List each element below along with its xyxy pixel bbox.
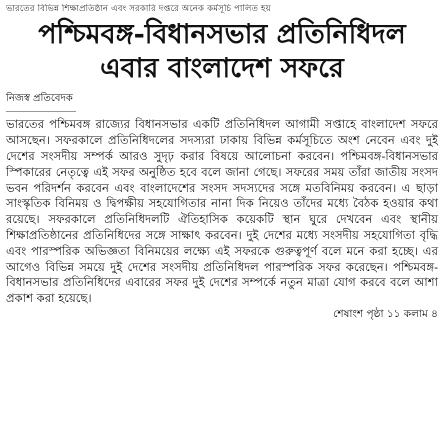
headline-line-2: এবার বাংলাদেশ সফরে xyxy=(100,52,344,84)
article-body xyxy=(6,117,438,307)
continuation-note: শেষাংশ পৃষ্ঠা ১১ কলাম ৪ xyxy=(333,307,438,320)
byline: নিজস্ব প্রতিবেদক xyxy=(6,91,76,112)
headline-line-1: পশ্চিমবঙ্গ-বিধানসভার প্রতিনিধিদল xyxy=(38,19,406,50)
header-line: ভারতের বিভিন্ন শিক্ষাপ্রতিষ্ঠান এবং সরকারি দপ্তরে অনেক কর্মসূচি পালিত হয় xyxy=(6,4,271,14)
article-paragraph: ভারতের পশ্চিমবঙ্গ রাজ্যের বিধানসভার একটি প্রতিনিধিদল আগামী সপ্তাহে বাংলাদেশ সফরে আসছেন। সফরকালে প্রতিনিধিদলের সদস্যরা ঢাকায় বিভিন্ন কর্মসূচিতে অংশ নেবেন এবং দুই দেশের সংসদীয় সম্পর্ক আরও সুদৃঢ় করার বিষয়ে আলোচনা করবেন। পশ্চিমবঙ্গ-বিধানসভার স্পিকারের নেতৃত্বে এই সফর অনুষ্ঠিত হবে বলে জানা গেছে। সফরের সময় তাঁরা জাতীয় সংসদ ভবন পরিদর্শন করবেন এবং বাংলাদেশের সংসদ সদস্যদের সঙ্গে মতবিনিময় করবেন। এ ছাড়া সাংস্কৃতিক বিনিময় ও দ্বিপক্ষীয় সহযোগিতার নানা দিক নিয়েও তাঁদের মধ্যে বৈঠক হওয়ার কথা রয়েছে। সফরকালে প্রতিনিধিদলটি ঐতিহাসিক কয়েকটি স্থান ঘুরে দেখবেন এবং স্থানীয় শিক্ষাপ্রতিষ্ঠানের প্রতিনিধিদের সঙ্গে সাক্ষাৎ করবেন। দুই দেশের মধ্যে সংসদীয় সহযোগিতা বৃদ্ধি এবং পারস্পরিক অভিজ্ঞতা বিনিময়ের লক্ষ্যে এই সফরকে গুরুত্বপূর্ণ বলে মনে করা হচ্ছে। এর আগেও বিভিন্ন সময়ে দুই দেশের সংসদীয় প্রতিনিধিদল পারস্পরিক সফর করেছেন। পশ্চিমবঙ্গ-বিধানসভার প্রতিনিধিদের এবারের সফর দুই দেশের সম্পর্কে নতুন মাত্রা যোগ করবে বলে আশা প্রকাশ করা হয়েছে। xyxy=(6,117,438,306)
